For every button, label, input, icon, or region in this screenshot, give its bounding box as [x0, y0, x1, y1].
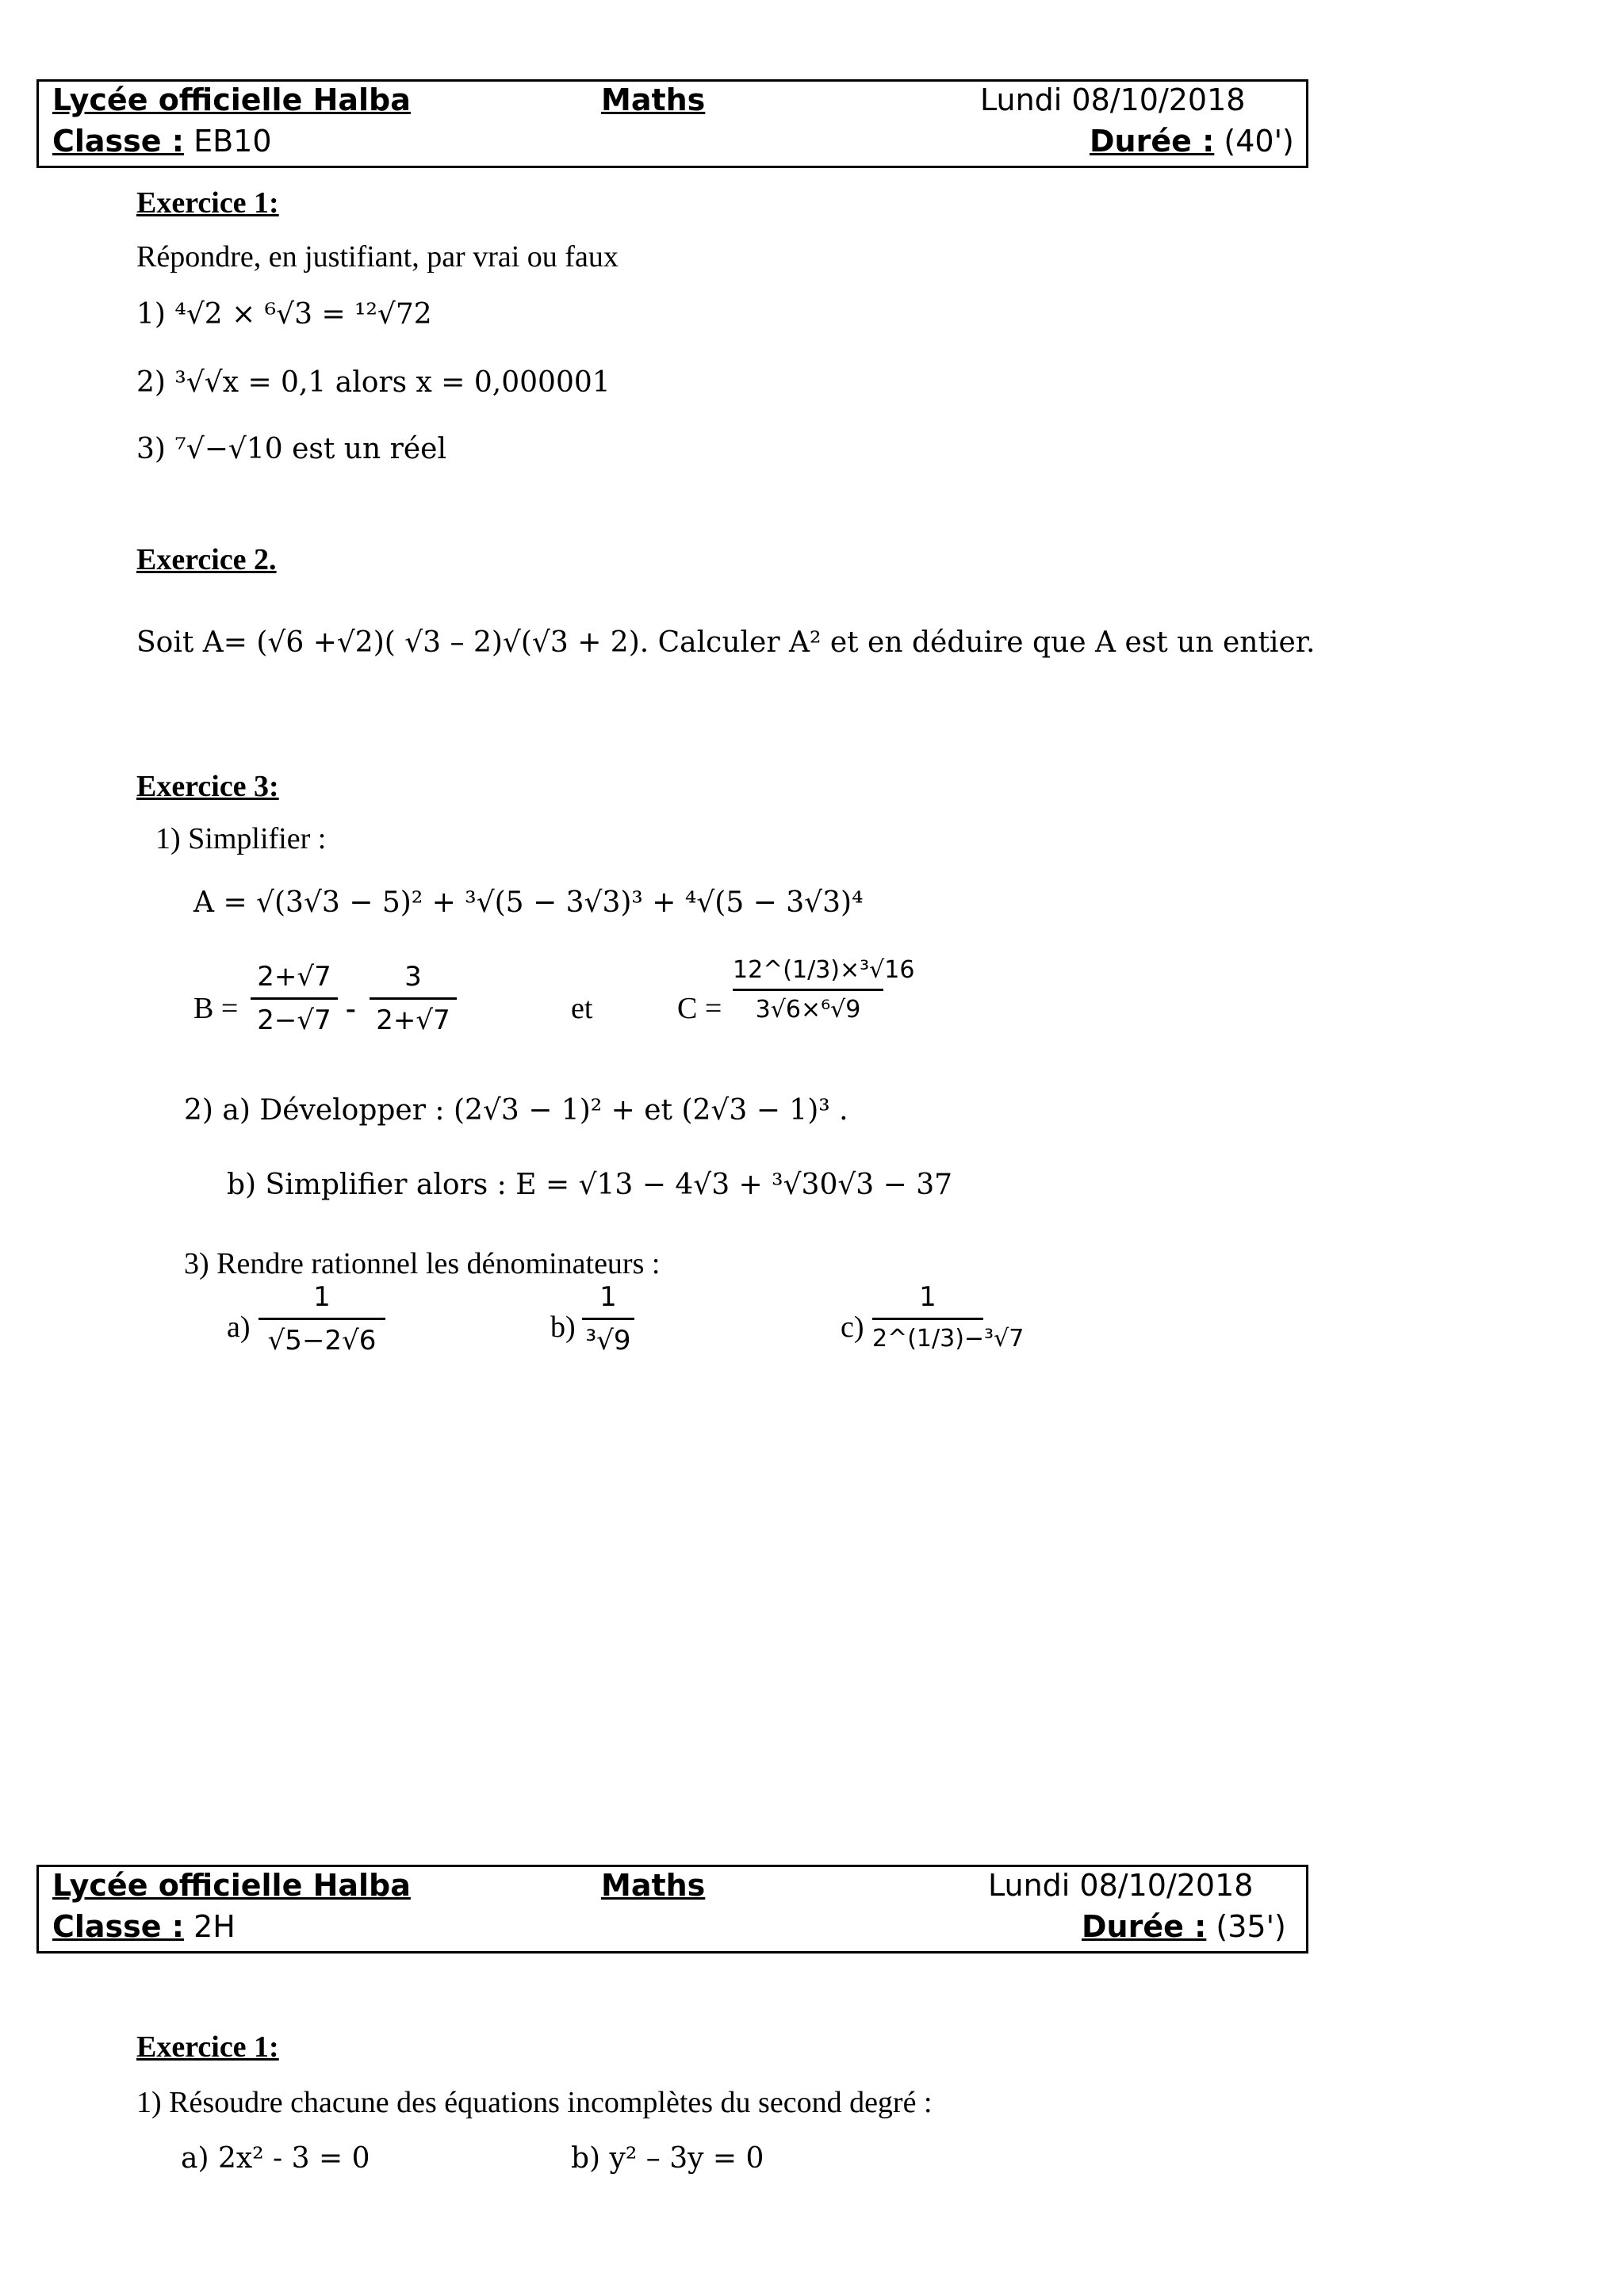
exercise-2-statement: Soit A= (√6 +√2)( √3 – 2)√(√3 + 2). Calculer A² et en déduire que A est un entier.: [136, 626, 1316, 659]
exercise-2-title: Exercice 2.: [136, 543, 277, 576]
duration-label: Durée :: [1082, 1909, 1207, 1944]
fraction-bar: [733, 989, 883, 991]
expression-B-fraction-2: [370, 961, 457, 1036]
expression-C-fraction: [733, 956, 915, 1024]
fraction-denominator: 2−√7: [257, 1004, 331, 1036]
fraction-denominator: 2^(1/3)−³√7: [872, 1325, 1025, 1353]
subject: Maths: [601, 1868, 706, 1903]
fraction-numerator: 1: [919, 1281, 936, 1313]
exercise-3-question-2b: b) Simplifier alors : E = √13 − 4√3 + ³√30√3 − 37: [227, 1169, 953, 1201]
sheet2-exercise-1-question-1: 1) Résoudre chacune des équations incomplètes du second degré :: [136, 2086, 933, 2119]
fraction-numerator: 1: [599, 1281, 617, 1313]
exercise-1-question-1: 1) ⁴√2 × ⁶√3 = ¹²√72: [136, 298, 432, 331]
part-a-label: a): [227, 1311, 251, 1344]
expression-C-prefix: C =: [677, 992, 722, 1025]
fraction-numerator: 2+√7: [257, 961, 331, 993]
duration-line: [1090, 124, 1294, 159]
part-b-fraction: [582, 1281, 634, 1357]
exercise-3-title: Exercice 3:: [136, 770, 279, 803]
class-label: Classe :: [52, 1909, 184, 1944]
exercise-3-question-2a: 2) a) Développer : (2√3 − 1)² + et (2√3 − 1)³ .: [184, 1094, 848, 1127]
class-value: EB10: [184, 124, 272, 159]
fraction-numerator: 3: [404, 961, 422, 993]
fraction-bar: [251, 997, 338, 1000]
expression-B-fraction-1: [251, 961, 338, 1036]
duration-line: [1082, 1909, 1286, 1944]
fraction-bar: [582, 1318, 634, 1320]
fraction-denominator: 3√6×⁶√9: [755, 996, 861, 1024]
expression-A: A = √(3√3 − 5)² + ³√(5 − 3√3)³ + ⁴√(5 − 3√3)⁴: [193, 886, 864, 919]
school-name: Lycée officielle Halba: [52, 82, 411, 117]
exercise-3-question-3: 3) Rendre rationnel les dénominateurs :: [184, 1247, 661, 1280]
equation-b: b) y² – 3y = 0: [571, 2142, 764, 2175]
duration-value: (35'): [1206, 1909, 1286, 1944]
fraction-numerator: 12^(1/3)×³√16: [733, 956, 915, 984]
equation-a: a) 2x² - 3 = 0: [181, 2142, 370, 2175]
part-c-label: c): [841, 1311, 864, 1344]
conjunction-et: et: [571, 992, 593, 1025]
exam-date: Lundi 08/10/2018: [980, 82, 1246, 117]
duration-label: Durée :: [1090, 124, 1215, 159]
fraction-denominator: ³√9: [585, 1325, 631, 1357]
fraction-bar: [370, 997, 457, 1000]
fraction-numerator: 1: [313, 1281, 331, 1313]
part-b-label: b): [550, 1311, 576, 1344]
subject: Maths: [601, 82, 706, 117]
part-a-fraction: [259, 1281, 385, 1357]
fraction-denominator: √5−2√6: [267, 1325, 377, 1357]
fraction-bar: [259, 1318, 385, 1320]
exercise-1-instruction: Répondre, en justifiant, par vrai ou faux: [136, 240, 619, 274]
exercise-1-title: Exercice 1:: [136, 186, 279, 220]
exercise-1-question-2: 2) ³√√x = 0,1 alors x = 0,000001: [136, 366, 611, 399]
class-label: Classe :: [52, 124, 184, 159]
class-line: [52, 1909, 236, 1944]
fraction-bar: [872, 1318, 983, 1320]
sheet2-exercise-1-title: Exercice 1:: [136, 2030, 279, 2064]
minus-sign: -: [346, 992, 356, 1025]
exam-date: Lundi 08/10/2018: [988, 1868, 1254, 1903]
exercise-3-question-1: 1) Simplifier :: [155, 822, 327, 855]
class-line: [52, 124, 272, 159]
expression-B-prefix: B =: [193, 992, 239, 1025]
part-c-fraction: [872, 1281, 1025, 1353]
class-value: 2H: [184, 1909, 236, 1944]
exercise-1-question-3: 3) ⁷√−√10 est un réel: [136, 433, 446, 465]
duration-value: (40'): [1214, 124, 1294, 159]
fraction-denominator: 2+√7: [376, 1004, 450, 1036]
school-name: Lycée officielle Halba: [52, 1868, 411, 1903]
